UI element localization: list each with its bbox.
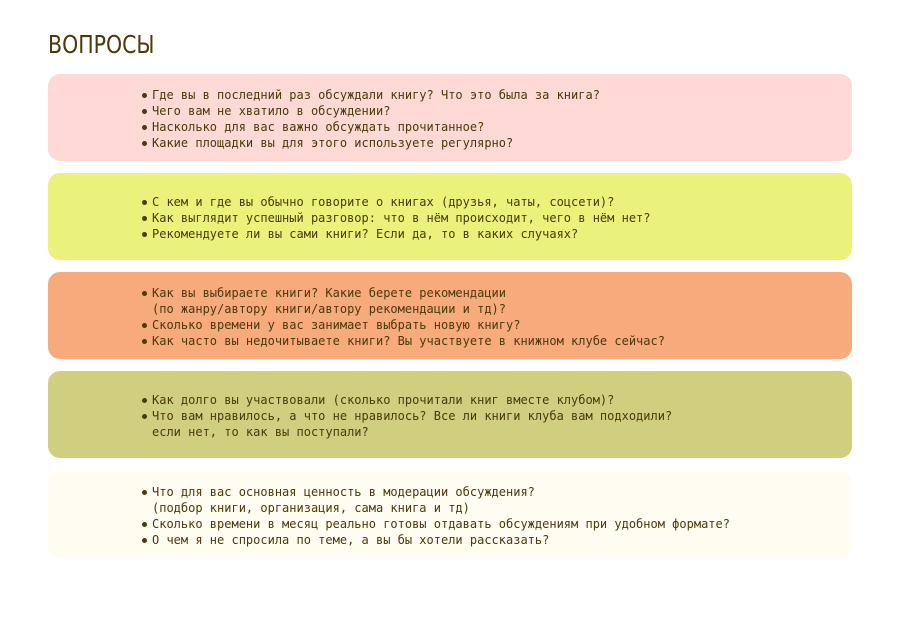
question-text-continuation: (подбор книги, организация, сама книга и тд) (152, 501, 470, 515)
question-text: С кем и где вы обычно говорите о книгах (друзья, чаты, соцсети)? (152, 195, 615, 209)
page-title: ВОПРОСЫ (48, 30, 155, 59)
question-list (142, 392, 672, 440)
question-card-3 (48, 272, 852, 359)
question-list (142, 194, 651, 242)
bullet-icon (142, 414, 147, 419)
question-text: Сколько времени в месяц реально готовы отдавать обсуждениям при удобном формате? (152, 517, 730, 531)
list-item (142, 210, 651, 226)
question-card-2 (48, 173, 852, 260)
list-item (142, 135, 600, 151)
bullet-icon (142, 538, 147, 543)
question-text: Что вам нравилось, а что не нравилось? Все ли книги клуба вам подходили? (152, 409, 673, 423)
bullet-icon (142, 232, 147, 237)
list-item (142, 317, 665, 333)
question-text: Насколько для вас важно обсуждать прочитанное? (152, 120, 485, 134)
question-list (142, 484, 730, 548)
question-list (142, 87, 600, 151)
bullet-icon (142, 490, 147, 495)
question-text: Где вы в последний раз обсуждали книгу? Что это была за книга? (152, 88, 600, 102)
question-text: Как выглядит успешный разговор: что в нём происходит, чего в нём нет? (152, 211, 651, 225)
list-item (142, 226, 651, 242)
list-item (142, 408, 672, 440)
question-text: Как вы выбираете книги? Какие берете рекомендации (152, 286, 507, 300)
question-text: Что для вас основная ценность в модерации обсуждения? (152, 485, 535, 499)
list-item (142, 103, 600, 119)
list-item (142, 333, 665, 349)
bullet-icon (142, 339, 147, 344)
bullet-icon (142, 200, 147, 205)
list-item (142, 484, 730, 516)
bullet-icon (142, 398, 147, 403)
question-text: Чего вам не хватило в обсуждении? (152, 104, 391, 118)
question-text: Как долго вы участвовали (сколько прочитали книг вместе клубом)? (152, 393, 615, 407)
question-card-4 (48, 371, 852, 458)
bullet-icon (142, 109, 147, 114)
question-list (142, 285, 665, 349)
list-item (142, 516, 730, 532)
bullet-icon (142, 323, 147, 328)
bullet-icon (142, 125, 147, 130)
question-card-5 (48, 471, 852, 558)
bullet-icon (142, 216, 147, 221)
question-text-continuation: (по жанру/автору книги/автору рекомендации и тд)? (152, 302, 507, 316)
bullet-icon (142, 93, 147, 98)
list-item (142, 532, 730, 548)
bullet-icon (142, 291, 147, 296)
question-text: О чем я не спросила по теме, а вы бы хотели рассказать? (152, 533, 550, 547)
bullet-icon (142, 141, 147, 146)
list-item (142, 285, 665, 317)
question-card-1 (48, 74, 852, 161)
question-text-continuation: если нет, то как вы поступали? (152, 425, 369, 439)
list-item (142, 87, 600, 103)
question-text: Как часто вы недочитываете книги? Вы участвуете в книжном клубе сейчас? (152, 334, 665, 348)
list-item (142, 119, 600, 135)
list-item (142, 194, 651, 210)
question-text: Сколько времени у вас занимает выбрать новую книгу? (152, 318, 521, 332)
list-item (142, 392, 672, 408)
question-text: Рекомендуете ли вы сами книги? Если да, то в каких случаях? (152, 227, 579, 241)
bullet-icon (142, 522, 147, 527)
question-text: Какие площадки вы для этого используете регулярно? (152, 136, 514, 150)
